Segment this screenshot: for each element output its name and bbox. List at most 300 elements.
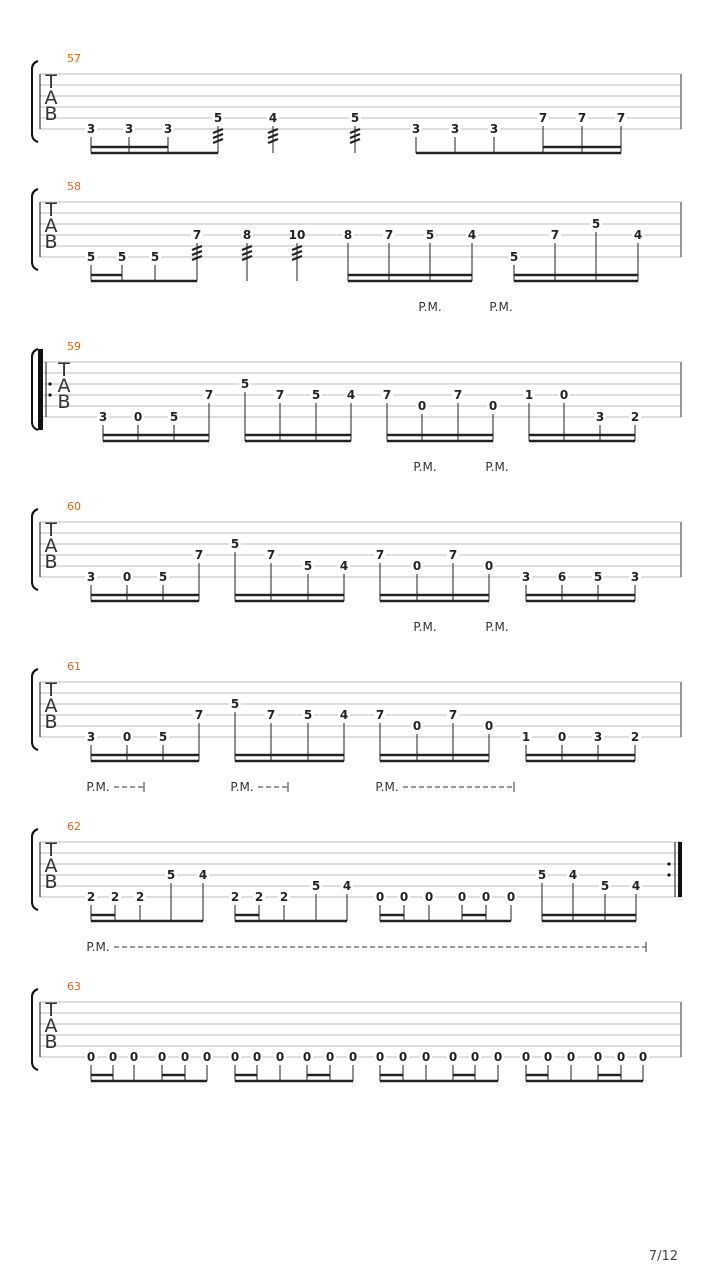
fret-number: 5 (158, 570, 168, 584)
beam-group (103, 435, 209, 441)
palm-mute-label: P.M. (418, 300, 442, 314)
beam-group (526, 755, 635, 761)
tab-note (157, 570, 169, 601)
fret-number: 7 (538, 111, 548, 125)
tab-note (289, 228, 306, 281)
tab-note (488, 122, 500, 153)
fret-number: 0 (481, 890, 491, 904)
palm-mute-label: P.M. (86, 780, 110, 794)
tab-note (107, 1050, 119, 1081)
beam-group (235, 755, 344, 761)
tab-note (374, 890, 386, 921)
tab-clef-letter: B (44, 1031, 58, 1053)
fret-number: 0 (180, 1050, 190, 1064)
tab-note (556, 570, 568, 601)
tab-note (121, 570, 133, 601)
tab-note (374, 1050, 386, 1081)
fret-number: 0 (566, 1050, 576, 1064)
palm-mute (230, 780, 288, 794)
beam-group (542, 915, 636, 921)
tab-note (85, 730, 97, 761)
tab-note (523, 388, 535, 441)
tab-note (85, 250, 97, 281)
tab-note (558, 388, 570, 441)
tab-note (324, 1050, 336, 1081)
beam-group (235, 915, 347, 921)
fret-number: 5 (230, 537, 240, 551)
fret-number: 7 (194, 548, 204, 562)
tab-note (383, 228, 395, 281)
tab-clef-letter: B (44, 871, 58, 893)
tab-note (265, 708, 277, 761)
tab-system-61 (32, 620, 681, 761)
tab-clef (44, 999, 57, 1053)
fret-number: 0 (122, 730, 132, 744)
fret-number: 2 (86, 890, 96, 904)
fret-number: 4 (339, 708, 349, 722)
tab-system-60 (32, 460, 681, 601)
fret-number: 3 (595, 410, 605, 424)
tab-note (229, 890, 241, 921)
tab-note (128, 1050, 140, 1081)
tab-note (310, 879, 322, 921)
tab-note (203, 388, 215, 441)
tab-note (447, 1050, 459, 1081)
fret-number: 5 (537, 868, 547, 882)
tab-note (424, 228, 436, 281)
tab-note (480, 890, 492, 921)
tab-note (168, 410, 180, 441)
tab-note (341, 879, 353, 921)
tab-note (420, 1050, 432, 1081)
system-bracket (32, 189, 38, 270)
tab-note (197, 868, 209, 921)
tab-clef-letter: T (45, 839, 57, 861)
tab-system-57 (32, 52, 681, 153)
palm-mute (86, 780, 144, 794)
fret-number: 5 (303, 708, 313, 722)
beam-group (387, 435, 493, 441)
fret-number: 3 (521, 570, 531, 584)
tab-clef-letter: A (44, 855, 58, 877)
tab-note (85, 1050, 97, 1081)
tab-note (301, 1050, 313, 1081)
fret-number: 2 (135, 890, 145, 904)
tab-note (505, 890, 517, 921)
tab-note (239, 377, 251, 441)
fret-number: 4 (268, 111, 278, 125)
fret-number: 0 (424, 890, 434, 904)
tab-note (165, 868, 177, 921)
fret-number: 3 (86, 730, 96, 744)
fret-number: 0 (252, 1050, 262, 1064)
measure-number: 62 (67, 820, 81, 833)
repeat-dot (48, 393, 51, 396)
tab-note (347, 1050, 359, 1081)
fret-number: 2 (630, 730, 640, 744)
tab-clef (44, 71, 57, 125)
tab-note (278, 890, 290, 921)
tab-note (116, 250, 128, 281)
fret-number: 2 (279, 890, 289, 904)
fret-number: 0 (616, 1050, 626, 1064)
tab-note (85, 570, 97, 601)
palm-mute-label: P.M. (489, 300, 513, 314)
fret-number: 0 (230, 1050, 240, 1064)
tab-note (629, 730, 641, 761)
fret-number: 0 (399, 890, 409, 904)
fret-number: 0 (375, 1050, 385, 1064)
fret-number: 0 (348, 1050, 358, 1064)
tab-note (274, 388, 286, 441)
fret-number: 7 (550, 228, 560, 242)
tab-clef-letter: A (44, 87, 58, 109)
fret-number: 5 (303, 559, 313, 573)
tab-note (134, 890, 146, 921)
tab-clef-letter: T (45, 199, 57, 221)
tab-note (594, 410, 606, 441)
tab-clef-letter: B (44, 551, 58, 573)
tab-note (267, 111, 279, 153)
tab-note (191, 228, 203, 281)
system-bracket (32, 669, 38, 750)
fret-number: 2 (110, 890, 120, 904)
tab-clef-letter: B (44, 711, 58, 733)
fret-number: 0 (398, 1050, 408, 1064)
tab-clef (57, 359, 70, 413)
tab-note (342, 228, 354, 281)
system-bracket (32, 509, 38, 590)
beam-group (91, 915, 203, 921)
tab-note (310, 388, 322, 441)
page-number: 7/12 (648, 1249, 678, 1264)
tab-note (193, 708, 205, 761)
tab-note (265, 548, 277, 601)
tab-note (629, 410, 641, 441)
tab-clef-letter: A (57, 375, 71, 397)
fret-number: 0 (484, 559, 494, 573)
fret-number: 0 (593, 1050, 603, 1064)
tab-note (345, 388, 357, 441)
tab-note (156, 1050, 168, 1081)
fret-number: 0 (133, 410, 143, 424)
palm-mute-label: P.M. (485, 620, 509, 634)
fret-number: 4 (568, 868, 578, 882)
tab-note (241, 228, 253, 281)
tab-note (520, 730, 532, 761)
fret-number: 7 (204, 388, 214, 402)
beam-group (526, 595, 635, 601)
tab-note (469, 1050, 481, 1081)
tab-note (536, 868, 548, 921)
fret-number: 0 (417, 399, 427, 413)
tab-note (615, 1050, 627, 1081)
palm-mute (489, 300, 512, 314)
tab-note (565, 1050, 577, 1081)
fret-number: 10 (288, 228, 306, 242)
tab-note (456, 890, 468, 921)
tab-system-63 (32, 940, 681, 1081)
fret-number: 8 (242, 228, 252, 242)
fret-number: 0 (202, 1050, 212, 1064)
beam-group (91, 755, 199, 761)
fret-number: 0 (325, 1050, 335, 1064)
beam-group (91, 275, 197, 281)
tab-note (349, 111, 361, 153)
fret-number: 3 (630, 570, 640, 584)
system-bracket (32, 829, 38, 910)
tab-clef (44, 679, 57, 733)
tab-note (567, 868, 579, 921)
repeat-dot (667, 873, 670, 876)
tab-clef (44, 839, 57, 893)
tab-note (302, 708, 314, 761)
measure-number: 63 (67, 980, 81, 993)
fret-number: 3 (86, 122, 96, 136)
tab-note (193, 548, 205, 601)
palm-mute (413, 620, 436, 634)
fret-number: 0 (543, 1050, 553, 1064)
fret-number: 4 (633, 228, 643, 242)
fret-number: 4 (342, 879, 352, 893)
tab-clef-letter: A (44, 535, 58, 557)
tab-note (556, 730, 568, 761)
fret-number: 5 (311, 388, 321, 402)
tab-note (157, 730, 169, 761)
fret-number: 0 (484, 719, 494, 733)
fret-number: 7 (448, 708, 458, 722)
palm-mute-label: P.M. (413, 620, 437, 634)
tab-note (520, 1050, 532, 1081)
repeat-dot (48, 382, 51, 385)
fret-number: 5 (509, 250, 519, 264)
tab-note (447, 548, 459, 601)
fret-number: 7 (192, 228, 202, 242)
fret-number: 7 (384, 228, 394, 242)
fret-number: 0 (457, 890, 467, 904)
tab-note (253, 890, 265, 921)
tab-note (85, 890, 97, 921)
fret-number: 3 (593, 730, 603, 744)
fret-number: 7 (266, 708, 276, 722)
tab-note (121, 730, 133, 761)
system-bracket (32, 989, 38, 1070)
tab-note (179, 1050, 191, 1081)
fret-number: 7 (453, 388, 463, 402)
tab-note (508, 250, 520, 281)
tab-note (452, 388, 464, 441)
tab-note (85, 122, 97, 153)
fret-number: 2 (254, 890, 264, 904)
tab-clef-letter: T (58, 359, 70, 381)
tab-note (201, 1050, 213, 1081)
fret-number: 0 (421, 1050, 431, 1064)
fret-number: 5 (311, 879, 321, 893)
tab-note (251, 1050, 263, 1081)
fret-number: 7 (375, 708, 385, 722)
tab-note (132, 410, 144, 441)
palm-mute (413, 460, 436, 474)
measure-number: 57 (67, 52, 81, 65)
beam-group (380, 755, 489, 761)
palm-mute-label: P.M. (485, 460, 509, 474)
fret-number: 0 (559, 388, 569, 402)
fret-number: 5 (600, 879, 610, 893)
measure-number: 60 (67, 500, 81, 513)
tab-note (162, 122, 174, 153)
fret-number: 5 (158, 730, 168, 744)
tab-note (520, 570, 532, 601)
tab-note (492, 1050, 504, 1081)
tab-note (549, 228, 561, 281)
beam-group (235, 595, 344, 601)
fret-number: 3 (163, 122, 173, 136)
fret-number: 5 (350, 111, 360, 125)
fret-number: 8 (343, 228, 353, 242)
tab-clef-letter: B (44, 231, 58, 253)
tab-system-62 (32, 780, 682, 921)
fret-number: 5 (593, 570, 603, 584)
palm-mute-label: P.M. (375, 780, 399, 794)
measure-number: 61 (67, 660, 81, 673)
tab-note (629, 570, 641, 601)
fret-number: 0 (493, 1050, 503, 1064)
fret-number: 6 (557, 570, 567, 584)
beam-group (235, 1075, 353, 1081)
repeat-end-thick-bar (678, 842, 682, 897)
beam-group (348, 275, 472, 281)
tab-note (123, 122, 135, 153)
tab-note (97, 410, 109, 441)
fret-number: 0 (521, 1050, 531, 1064)
fret-number: 0 (108, 1050, 118, 1064)
fret-number: 7 (448, 548, 458, 562)
fret-number: 1 (524, 388, 534, 402)
fret-number: 2 (630, 410, 640, 424)
fret-number: 0 (557, 730, 567, 744)
tab-note (632, 228, 644, 281)
fret-number: 0 (375, 890, 385, 904)
beam-group (91, 1075, 207, 1081)
tab-note (410, 122, 422, 153)
fret-number: 4 (346, 388, 356, 402)
fret-number: 3 (86, 570, 96, 584)
tab-clef-letter: A (44, 215, 58, 237)
fret-number: 5 (86, 250, 96, 264)
fret-number: 7 (266, 548, 276, 562)
beam-group (526, 1075, 643, 1081)
fret-number: 3 (98, 410, 108, 424)
tab-note (398, 890, 410, 921)
tab-note (447, 708, 459, 761)
tab-note (374, 548, 386, 601)
tab-note (637, 1050, 649, 1081)
tab-clef-letter: T (45, 679, 57, 701)
tab-note (423, 890, 435, 921)
fret-number: 2 (230, 890, 240, 904)
fret-number: 7 (382, 388, 392, 402)
tab-note (229, 1050, 241, 1081)
tab-note (397, 1050, 409, 1081)
tab-note (542, 1050, 554, 1081)
tab-note (109, 890, 121, 921)
tab-clef-letter: A (44, 1015, 58, 1037)
fret-number: 0 (86, 1050, 96, 1064)
repeat-start-thick-bar (38, 349, 43, 430)
tab-note (338, 708, 350, 761)
tab-system-58 (32, 180, 681, 281)
tab-clef-letter: T (45, 999, 57, 1021)
beam-group (380, 1075, 498, 1081)
fret-number: 7 (275, 388, 285, 402)
fret-number: 0 (638, 1050, 648, 1064)
fret-number: 7 (616, 111, 626, 125)
measure-number: 59 (67, 340, 81, 353)
tab-note (374, 708, 386, 761)
tab-note (274, 1050, 286, 1081)
fret-number: 4 (198, 868, 208, 882)
tab-note (149, 250, 161, 281)
palm-mute (418, 300, 441, 314)
beam-group (514, 275, 638, 281)
fret-number: 5 (166, 868, 176, 882)
fret-number: 0 (412, 719, 422, 733)
tab-note (466, 228, 478, 281)
fret-number: 5 (169, 410, 179, 424)
repeat-dot (667, 862, 670, 865)
tab-clef (44, 519, 57, 573)
system-bracket (32, 349, 38, 430)
tab-note (212, 111, 224, 153)
beam-group (380, 915, 511, 921)
beam-group (380, 595, 489, 601)
palm-mute-label: P.M. (86, 940, 110, 954)
fret-number: 3 (450, 122, 460, 136)
fret-number: 0 (506, 890, 516, 904)
palm-mute (485, 620, 508, 634)
fret-number: 3 (124, 122, 134, 136)
tab-note (592, 1050, 604, 1081)
tab-clef-letter: T (45, 71, 57, 93)
tab-clef (44, 199, 57, 253)
fret-number: 0 (470, 1050, 480, 1064)
tab-note (590, 217, 602, 281)
palm-mute-label: P.M. (413, 460, 437, 474)
tab-clef-letter: B (57, 391, 71, 413)
beam-group (91, 595, 199, 601)
fret-number: 0 (302, 1050, 312, 1064)
fret-number: 0 (448, 1050, 458, 1064)
palm-mute (375, 780, 514, 794)
fret-number: 3 (411, 122, 421, 136)
fret-number: 5 (230, 697, 240, 711)
beam-group (91, 147, 218, 153)
fret-number: 5 (117, 250, 127, 264)
fret-number: 0 (412, 559, 422, 573)
tab-system-59 (32, 300, 681, 441)
tab-note (229, 537, 241, 601)
fret-number: 5 (150, 250, 160, 264)
fret-number: 5 (425, 228, 435, 242)
tab-clef-letter: B (44, 103, 58, 125)
palm-mute (86, 940, 646, 954)
measure-number: 58 (67, 180, 81, 193)
tab-note (229, 697, 241, 761)
fret-number: 0 (488, 399, 498, 413)
beam-group (416, 147, 621, 153)
fret-number: 4 (467, 228, 477, 242)
fret-number: 0 (157, 1050, 167, 1064)
